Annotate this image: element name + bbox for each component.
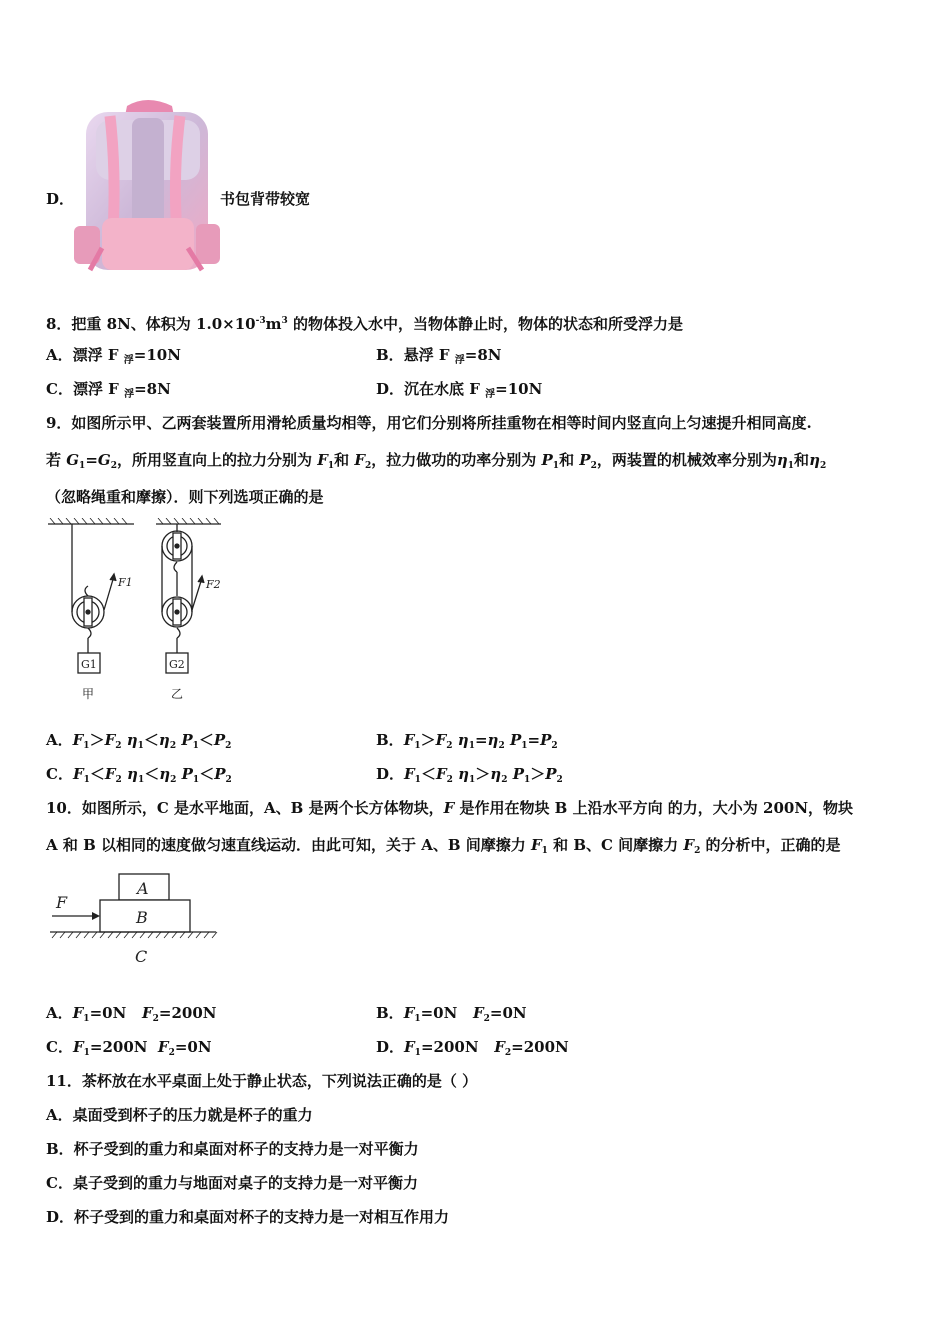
q8-c-sub: 浮: [124, 389, 135, 400]
q10-b-v1: =0N: [420, 1004, 458, 1022]
q8-option-b: [376, 345, 502, 371]
q7-option-d-label: D．: [46, 190, 75, 208]
q10-l2-b: 和 B、C 间摩擦力: [547, 836, 684, 854]
q10-l1-b: 是作用在物块 B 上沿水平方向 的力，大小为 200N，物块: [454, 799, 854, 817]
q10-stem-line2: A 和 B 以相同的速度做匀速直线运动．由此可知，关于 A、B 间摩擦力 $F_1$ 和 B、C 间摩擦力 $F_2$ 的分析中，正确的是: [46, 836, 841, 856]
blocks-a-label: A: [137, 879, 149, 898]
q8-d-sub: 浮: [485, 389, 496, 400]
q9-and-1: 和: [334, 451, 350, 469]
q10-option-b: B．$F_1=0N$ $F_2=0N$: [376, 1004, 527, 1024]
pulley-f1-label: F1: [118, 576, 133, 589]
q8-b-label: B．: [376, 346, 404, 364]
q9-c-label: C．: [46, 765, 73, 783]
pulley-g2-label: G2: [169, 658, 185, 671]
blocks-c-label: C: [135, 947, 148, 966]
q8-b-sub: 浮: [454, 355, 465, 366]
q9-b-label: B．: [376, 731, 404, 749]
q8-c-label: C．: [46, 380, 73, 398]
q10-l1-a: 10．如图所示，C 是水平地面，A、B 是两个长方体物块，: [46, 799, 444, 817]
q8-stem-part: 8．把重 8N、体积为 1.0×10: [46, 315, 256, 333]
q9-d-label: D．: [376, 765, 405, 783]
pulley-diagram: [46, 518, 236, 703]
q7-option-d-text: 书包背带较宽: [220, 190, 311, 208]
q10-option-a: A．$F_1=0N$ $F_2=200N$: [46, 1004, 217, 1024]
q8-b-val: =8N: [464, 346, 502, 364]
q8-d-label: D．: [376, 380, 405, 398]
q10-a-v1: =0N: [89, 1004, 127, 1022]
q11-option-c: C．桌子受到的重力与地面对桌子的支持力是一对平衡力: [46, 1174, 418, 1192]
q10-a-label: A．: [46, 1004, 73, 1022]
q9-l2-b: ，所用竖直向上的拉力分别为: [116, 451, 318, 469]
q10-l2-c: 的分析中，正确的是: [700, 836, 841, 854]
q8-option-d: [376, 379, 542, 405]
q10-a-v2: =200N: [158, 1004, 217, 1022]
q8-a-val: =10N: [133, 346, 181, 364]
q9-option-c: C．$F_1<F_2$ $\eta_1<\eta_2$ $P_1<P_2$: [46, 765, 232, 785]
q11-option-a: A．桌面受到杯子的压力就是杯子的重力: [46, 1106, 313, 1124]
q9-stem-line2: 若 $G_1=G_2$，所用竖直向上的拉力分别为 $F_1$和 $F_2$，拉力做功的功率分别为 $P_1$和 $P_2$，两装置的机械效率分别为$\eta_1$和$\eta_2$: [46, 451, 827, 471]
q11-option-b: B．杯子受到的重力和桌面对杯子的支持力是一对平衡力: [46, 1140, 419, 1158]
q9-stem-line1: 9．如图所示甲、乙两套装置所用滑轮质量均相等，用它们分别将所挂重物在相等时间内竖直向上匀速提升相同高度.: [46, 414, 812, 432]
pulley-g1-label: G1: [81, 658, 97, 671]
q10-c-label: C．: [46, 1038, 73, 1056]
blocks-b-label: B: [136, 908, 148, 927]
q8-option-a: [46, 345, 181, 371]
q8-a-label: A．: [46, 346, 73, 364]
q10-option-c: C．$F_1=200N$ $F_2=0N$: [46, 1038, 212, 1058]
q10-option-d: D．$F_1=200N$ $F_2=200N$: [376, 1038, 569, 1058]
q8-stem-rest: 的物体投入水中，当物体静止时，物体的状态和所受浮力是: [287, 315, 683, 333]
q9-l2-a: 若: [46, 451, 67, 469]
q8-exponent: -3: [255, 316, 266, 326]
q8-d-val: =10N: [495, 380, 543, 398]
q10-c-v1: =200N: [89, 1038, 148, 1056]
q8-a-pre: 漂浮 F: [72, 346, 124, 364]
q10-c-v2: =0N: [174, 1038, 212, 1056]
q9-option-b: B．$F_1>F_2$ $\eta_1=\eta_2$ $P_1=P_2$: [376, 731, 558, 751]
q8-stem-unit: m: [265, 315, 282, 333]
pulley-yi-label: 乙: [171, 687, 184, 701]
q8-exponent2: 3: [281, 316, 288, 326]
q8-c-pre: 漂浮 F: [72, 380, 125, 398]
q9-l2-c: ，拉力做功的功率分别为: [371, 451, 542, 469]
q8-option-c: [46, 379, 171, 405]
q8-stem: [46, 311, 683, 334]
q8-c-val: =8N: [134, 380, 171, 398]
q10-d-v1: =200N: [420, 1038, 479, 1056]
q9-stem-line3: （忽略绳重和摩擦）．则下列选项正确的是: [46, 488, 324, 506]
q9-and-2: 和: [559, 451, 575, 469]
q11-option-d: D．杯子受到的重力和桌面对杯子的支持力是一对相互作用力: [46, 1208, 450, 1226]
q10-l2-a: A 和 B 以相同的速度做匀速直线运动．由此可知，关于 A、B 间摩擦力: [46, 836, 531, 854]
blocks-f-label: F: [56, 893, 68, 912]
q11-stem: 11．茶杯放在水平桌面上处于静止状态，下列说法正确的是（ ）: [46, 1072, 478, 1090]
q10-d-label: D．: [376, 1038, 405, 1056]
q8-d-pre: 沉在水底 F: [404, 380, 486, 398]
pulley-f2-label: F2: [206, 578, 221, 591]
q10-stem-line1: 10．如图所示，C 是水平地面，A、B 是两个长方体物块，F 是作用在物块 B 上沿水平方向 的力，大小为 200N，物块: [46, 799, 854, 817]
q9-l2-d: ，两装置的机械效率分别为: [596, 451, 777, 469]
pulley-jia-label: 甲: [82, 687, 95, 701]
q10-b-v2: =0N: [489, 1004, 527, 1022]
q10-b-label: B．: [376, 1004, 404, 1022]
q10-d-v2: =200N: [511, 1038, 569, 1056]
blocks-diagram: [46, 868, 226, 968]
q9-option-a: A．$F_1>F_2$ $\eta_1<\eta_2$ $P_1<P_2$: [46, 731, 232, 751]
q8-a-sub: 浮: [123, 355, 134, 366]
backpack-image: [72, 98, 222, 273]
q8-b-pre: 悬浮 F: [403, 346, 455, 364]
q9-a-label: A．: [46, 731, 73, 749]
q9-option-d: D．$F_1<F_2$ $\eta_1>\eta_2$ $P_1>P_2$: [376, 765, 563, 785]
q9-and-3: 和: [794, 451, 810, 469]
